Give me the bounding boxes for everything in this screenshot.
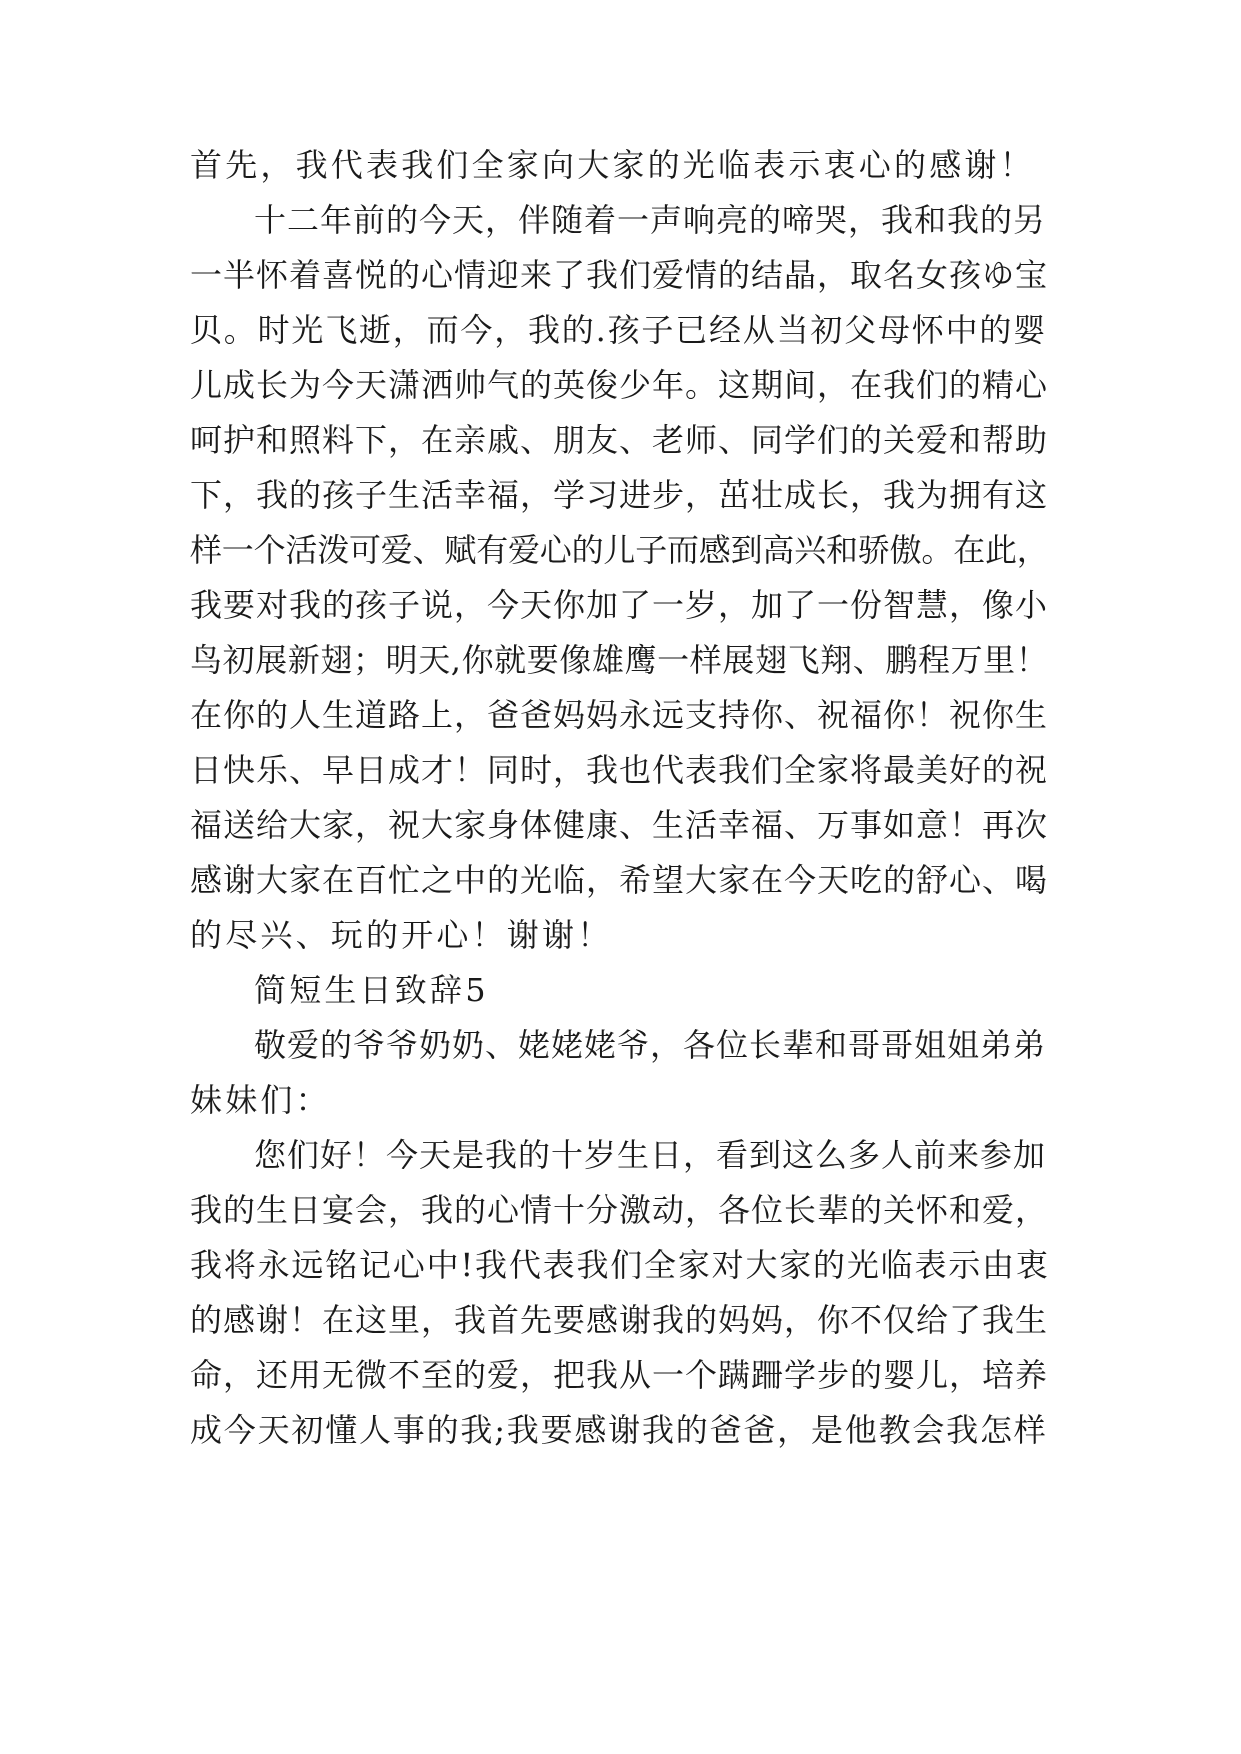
text-line: 样一个活泼可爱、赋有爱心的儿子而感到高兴和骄傲。在此， (190, 531, 1049, 569)
text-line: 下，我的孩子生活幸福，学习进步，茁壮成长，我为拥有这 (190, 476, 1049, 514)
salutation: 敬爱的爷爷奶奶、姥姥姥爷，各位长辈和哥哥姐姐弟弟 (254, 1026, 1047, 1064)
salutation-end: 妹妹们： (190, 1081, 331, 1119)
text-line: 的感谢！在这里，我首先要感谢我的妈妈，你不仅给了我生 (190, 1301, 1049, 1339)
section-heading: 简短生日致辞5 (254, 971, 489, 1009)
text-line: 的尽兴、玩的开心！谢谢！ (190, 916, 613, 954)
text-line: 命，还用无微不至的爱，把我从一个蹒跚学步的婴儿，培养 (190, 1356, 1049, 1394)
text-line: 贝。时光飞逝，而今，我的.孩子已经从当初父母怀中的婴 (190, 311, 1047, 349)
text-line: 我将永远铭记心中!我代表我们全家对大家的光临表示由衷 (190, 1246, 1050, 1284)
paragraph-start: 十二年前的今天，伴随着一声响亮的啼哭，我和我的另 (254, 201, 1047, 239)
text-line: 呵护和照料下，在亲戚、朋友、老师、同学们的关爱和帮助 (190, 421, 1049, 459)
text-line: 我的生日宴会，我的心情十分激动，各位长辈的关怀和爱， (190, 1191, 1049, 1229)
text-line: 在你的人生道路上，爸爸妈妈永远支持你、祝福你！祝你生 (190, 696, 1049, 734)
text-line: 感谢大家在百忙之中的光临，希望大家在今天吃的舒心、喝 (190, 861, 1049, 899)
text-line: 福送给大家，祝大家身体健康、生活幸福、万事如意！再次 (190, 806, 1049, 844)
text-line: 成今天初懂人事的我;我要感谢我的爸爸，是他教会我怎样 (190, 1411, 1048, 1449)
text-line: 首先，我代表我们全家向大家的光临表示衷心的感谢！ (190, 146, 1035, 184)
paragraph-start: 您们好！今天是我的十岁生日，看到这么多人前来参加 (254, 1136, 1047, 1174)
text-line: 日快乐、早日成才！同时，我也代表我们全家将最美好的祝 (190, 751, 1049, 789)
text-line: 儿成长为今天潇洒帅气的英俊少年。这期间，在我们的精心 (190, 366, 1049, 404)
text-line: 我要对我的孩子说，今天你加了一岁，加了一份智慧，像小 (190, 586, 1049, 624)
text-line: 一半怀着喜悦的心情迎来了我们爱情的结晶，取名女孩ゆ宝 (190, 256, 1049, 294)
text-line: 鸟初展新翅；明天,你就要像雄鹰一样展翅飞翔、鹏程万里！ (190, 641, 1049, 679)
